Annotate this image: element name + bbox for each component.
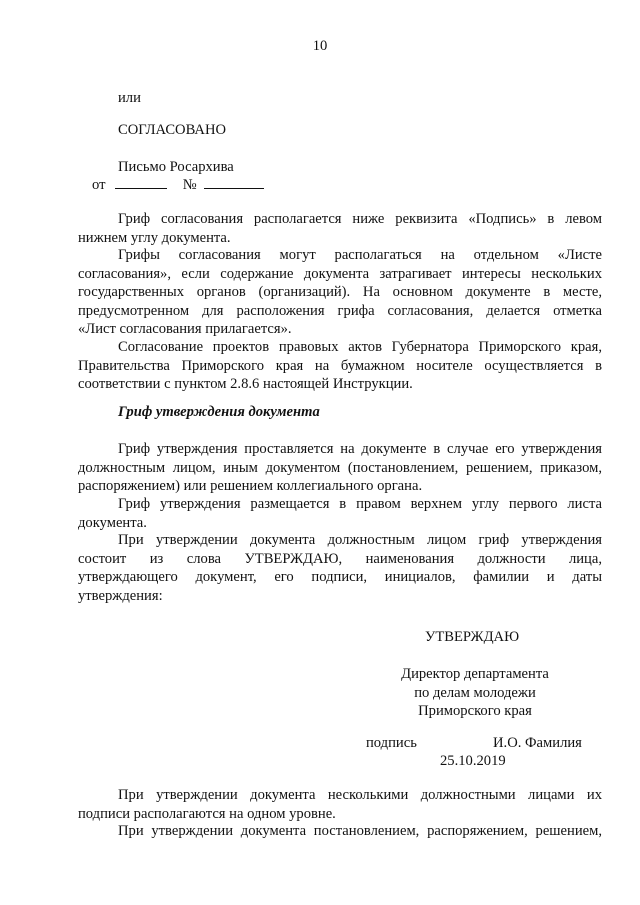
number-label: №: [182, 177, 197, 193]
text-line: нижнем углу документа.: [78, 229, 231, 246]
text-line: При утверждении документа постановлением, распоряжением, решением,: [118, 823, 602, 839]
text-line: документа.: [78, 514, 147, 531]
text-line: утверждения:: [78, 587, 163, 604]
approval-date: 25.10.2019: [440, 753, 506, 769]
approver-name: И.О. Фамилия: [493, 735, 582, 751]
text-line: утверждающего документ, его подписи, инициалов, фамилии и даты: [78, 569, 602, 585]
paragraph-governor-acts: [78, 338, 602, 394]
text-line: Гриф утверждения размещается в правом верхнем углу первого листа: [118, 496, 602, 512]
letter-date-number-line: [92, 176, 264, 195]
position-line: Директор департамента: [401, 666, 549, 682]
section-heading: Гриф утверждения документа: [118, 404, 320, 420]
text-line: Грифы согласования могут располагаться на отдельном «Листе: [118, 247, 602, 263]
paragraph-approval-placement: [78, 495, 602, 532]
paragraph-approval-by-document: [78, 822, 602, 841]
position-line: по делам молодежи: [414, 684, 536, 701]
paragraph-multiple-approvers: [78, 786, 602, 823]
paragraph-agreement-sheet: [78, 246, 602, 339]
agreed-word: СОГЛАСОВАНО: [118, 122, 227, 138]
paragraph-approval-composition: [78, 531, 602, 605]
signature-label: подпись: [366, 735, 417, 751]
approver-position: [380, 665, 570, 721]
text-line: Правительства Приморского края на бумажном носителе осуществляется в: [78, 357, 602, 374]
text-line: соответствии с пунктом 2.8.6 настоящей Инструкции.: [78, 376, 413, 392]
text-line: «Лист согласования прилагается».: [78, 321, 292, 337]
text-line: должностным лицом, иным документом (постановлением, решением, приказом,: [78, 459, 602, 476]
text-line: Согласование проектов правовых актов Губернатора Приморского края,: [118, 339, 602, 355]
text-line: распоряжением) или решением коллегиального органа.: [78, 478, 423, 494]
text-line: согласования», если содержание документа затрагивает интересы нескольких: [78, 265, 602, 282]
approve-word: УТВЕРЖДАЮ: [425, 629, 520, 645]
text-line: Гриф согласования располагается ниже реквизита «Подпись» в левом: [118, 211, 602, 227]
text-line: При утверждении документа должностным лицом гриф утверждения: [118, 532, 602, 548]
text-line: При утверждении документа несколькими должностными лицами их: [118, 787, 602, 803]
paragraph-approval-stamp: [78, 440, 602, 496]
from-label: от: [92, 177, 106, 193]
text-line: подписи располагаются на одном уровне.: [78, 805, 336, 822]
paragraph-agreement-location: [78, 210, 602, 247]
position-line: Приморского края: [418, 703, 532, 719]
text-line: Гриф утверждения проставляется на документе в случае его утверждения: [118, 441, 602, 457]
letter-title: Письмо Росархива: [118, 159, 234, 175]
page-number: 10: [312, 38, 328, 54]
text-line: предусмотренном для расположения грифа согласования, делается отметка: [78, 302, 602, 319]
date-blank: [115, 176, 167, 189]
number-blank: [204, 176, 264, 189]
text-line: государственных органов (организаций). На основном документе в месте,: [78, 284, 602, 300]
or-word: или: [118, 90, 141, 106]
text-line: состоит из слова УТВЕРЖДАЮ, наименования должности лица,: [78, 550, 602, 567]
